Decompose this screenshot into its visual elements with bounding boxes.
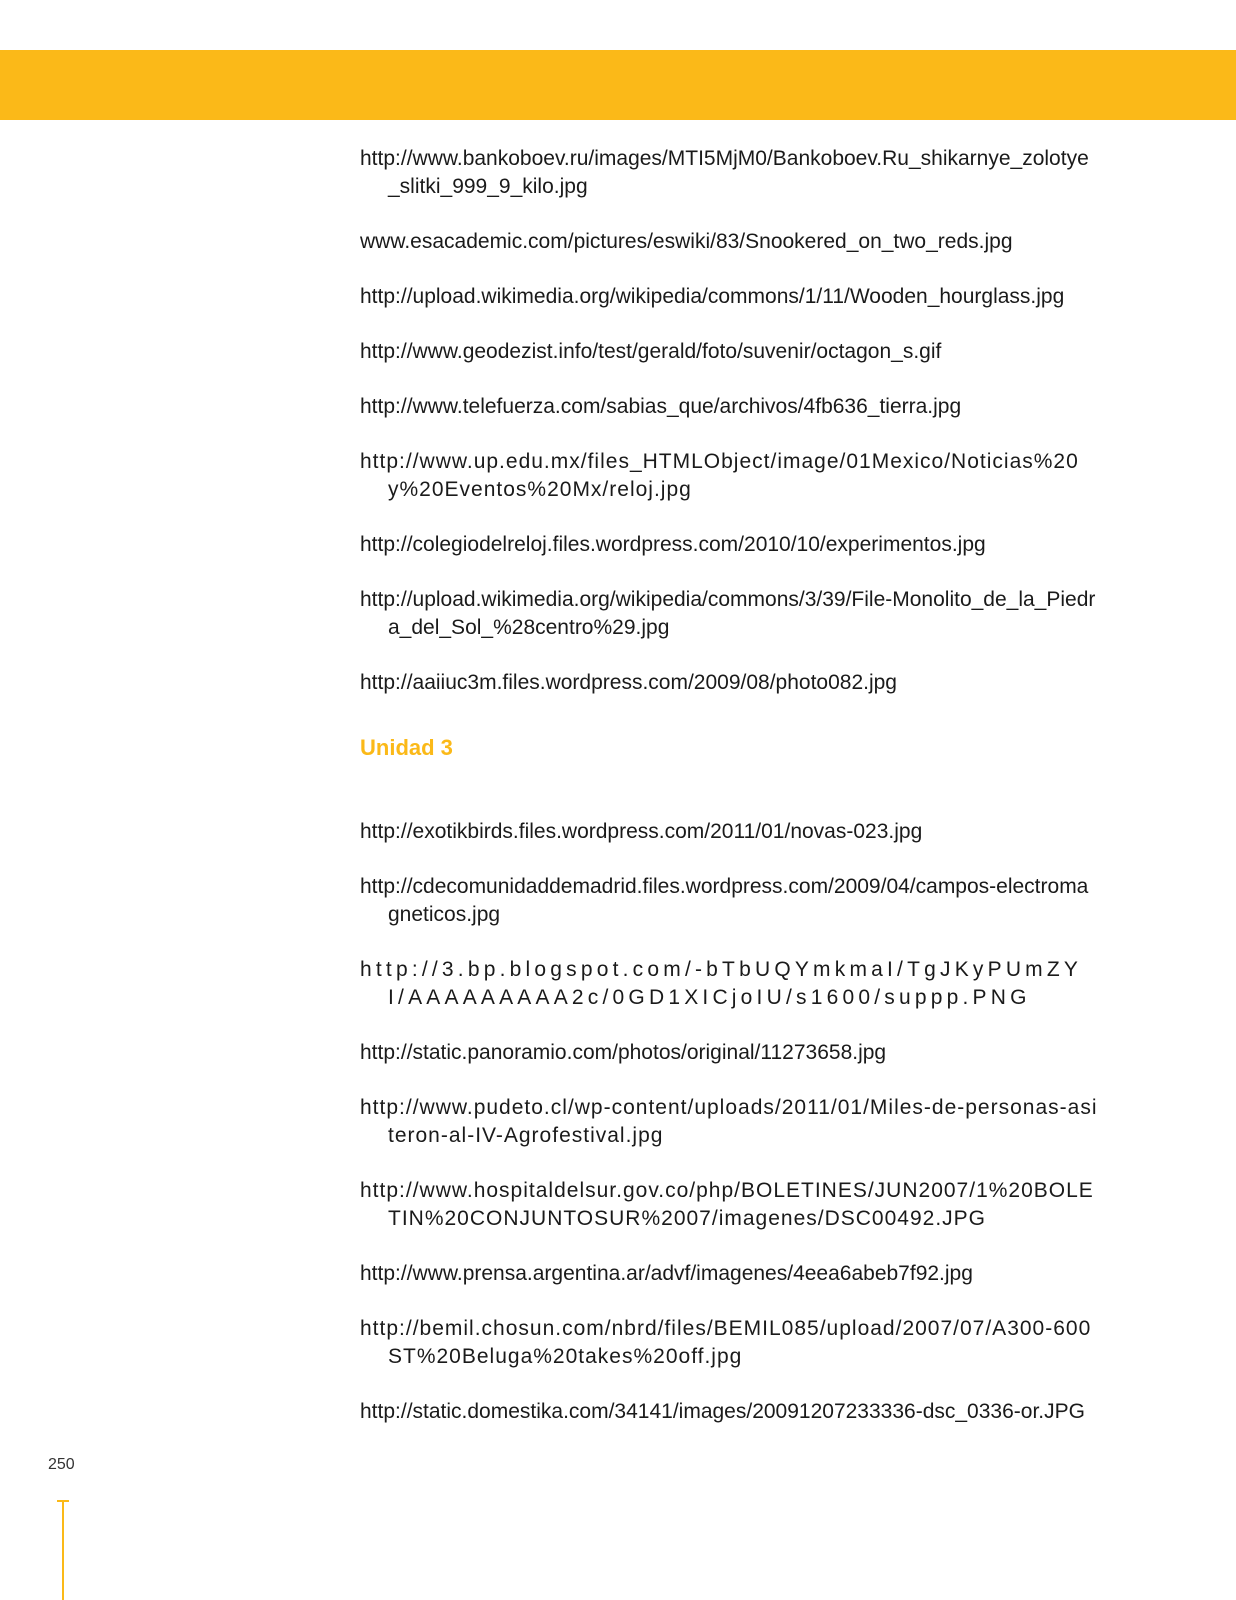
reference-url: http://www.telefuerza.com/sabias_que/archivos/4fb636_tierra.jpg [360, 395, 962, 418]
reference-url: http://static.panoramio.com/photos/original/11273658.jpg [360, 1041, 887, 1064]
reference-url: http://upload.wikimedia.org/wikipedia/commons/3/39/File-Monolito_de_la_Piedra_del_Sol_%28centro%29.jpg [360, 588, 1096, 639]
unit3-reference-list [360, 818, 1100, 1426]
margin-rule [62, 1500, 64, 1600]
reference-list [360, 145, 1100, 1453]
reference-url: www.esacademic.com/pictures/eswiki/83/Snookered_on_two_reds.jpg [360, 230, 1013, 253]
reference-url: http://www.prensa.argentina.ar/advf/imagenes/4eea6abeb7f92.jpg [360, 1262, 973, 1285]
reference-url: http://www.bankoboev.ru/images/MTI5MjM0/Bankoboev.Ru_shikarnye_zolotye_slitki_999_9_kilo.jpg [360, 147, 1089, 198]
reference-url: http://exotikbirds.files.wordpress.com/2011/01/novas-023.jpg [360, 820, 923, 843]
reference-url: http://colegiodelreloj.files.wordpress.com/2010/10/experimentos.jpg [360, 533, 986, 556]
reference-url: http://static.domestika.com/34141/images/20091207233336-dsc_0336-or.JPG [360, 1400, 1085, 1423]
page-number: 250 [48, 1456, 75, 1473]
reference-url: http://aaiiuc3m.files.wordpress.com/2009/08/photo082.jpg [360, 671, 897, 694]
section-title: Unidad 3 [360, 735, 453, 760]
reference-url: http://upload.wikimedia.org/wikipedia/commons/1/11/Wooden_hourglass.jpg [360, 285, 1065, 308]
reference-url: http://www.hospitaldelsur.gov.co/php/BOLETINES/JUN2007/1%20BOLETIN%20CONJUNTOSUR%2007/imagenes/DSC00492.JPG [360, 1179, 1094, 1230]
reference-url: http://www.geodezist.info/test/gerald/foto/suvenir/octagon_s.gif [360, 340, 942, 363]
reference-url: http://3.bp.blogspot.com/-bTbUQYmkmaI/TgJKyPUmZYI/AAAAAAAAA2c/0GD1XICjoIU/s1600/suppp.PNG [360, 958, 1083, 1009]
reference-url: http://www.pudeto.cl/wp-content/uploads/2011/01/Miles-de-personas-asiteron-al-IV-Agrofestival.jpg [360, 1096, 1098, 1147]
reference-url: http://www.up.edu.mx/files_HTMLObject/image/01Mexico/Noticias%20y%20Eventos%20Mx/reloj.jpg [360, 450, 1079, 501]
header-color-band [0, 50, 1236, 120]
reference-url: http://cdecomunidaddemadrid.files.wordpress.com/2009/04/campos-electromagneticos.jpg [360, 875, 1089, 926]
reference-url: http://bemil.chosun.com/nbrd/files/BEMIL085/upload/2007/07/A300-600ST%20Beluga%20takes%20off.jpg [360, 1317, 1092, 1368]
